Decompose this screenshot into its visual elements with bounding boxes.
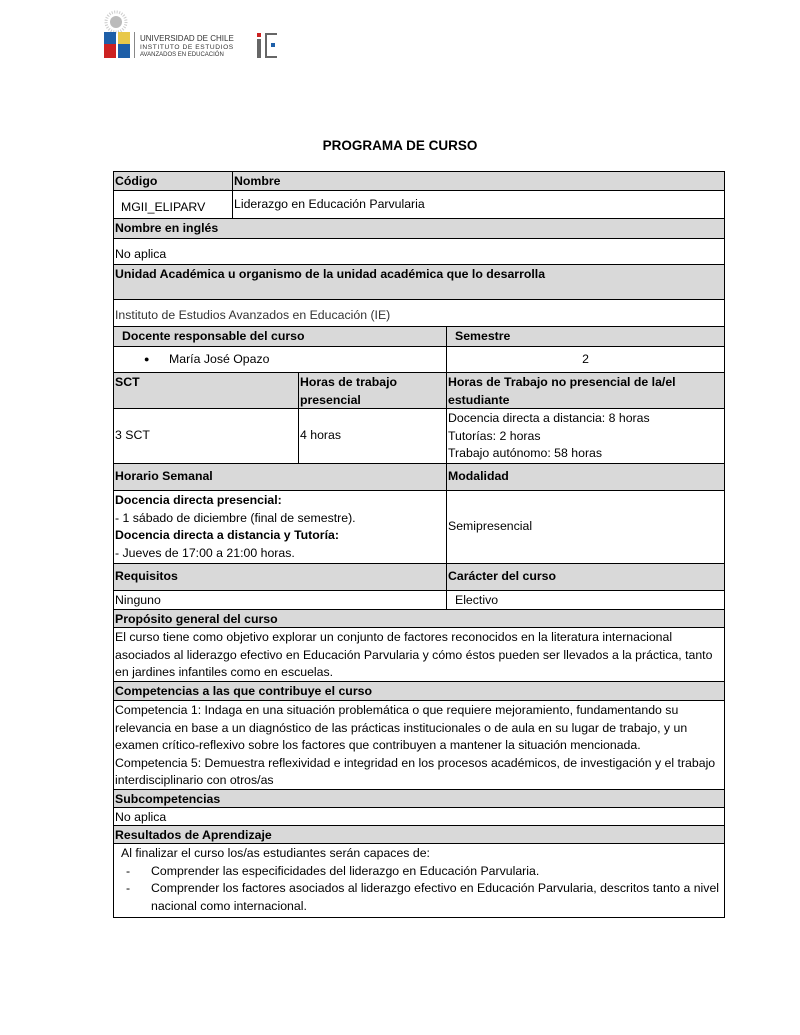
proposito-header <box>113 609 725 627</box>
modalidad-value: Semipresencial <box>446 491 724 563</box>
docente-header-row <box>113 326 725 346</box>
subcompetencias-value: No aplica <box>115 810 167 824</box>
tutorias-hours: Tutorías: 2 horas <box>448 428 541 443</box>
sct-row <box>113 408 725 463</box>
semestre-label: Semestre <box>446 327 724 346</box>
sct-header-row <box>113 372 725 408</box>
requisitos-header-row <box>113 563 725 590</box>
codigo-value: MGII_ELIPARV <box>121 200 206 214</box>
nombre-ingles-label: Nombre en inglés <box>115 221 219 235</box>
svg-text:UNIVERSIDAD DE CHILE: UNIVERSIDAD DE CHILE <box>140 34 234 43</box>
nombre-ingles-header <box>113 218 725 238</box>
nombre-value: Liderazgo en Educación Parvularia <box>232 191 724 218</box>
nombre-ingles-value: No aplica <box>115 247 167 261</box>
caracter-label: Carácter del curso <box>446 564 724 590</box>
list-item <box>121 863 723 881</box>
competencia-5: Competencia 5: Demuestra reflexividad e integridad en los procesos académicos, de investigación y el trabajo interdisciplinario con otros/as <box>115 755 716 787</box>
horas-no-presencial-value <box>446 409 724 463</box>
codigo-header-row <box>113 171 725 191</box>
svg-text:AVANZADOS EN EDUCACIÓN: AVANZADOS EN EDUCACIÓN <box>140 52 224 58</box>
unidad-label: Unidad Académica u organismo de la unidad académica que lo desarrolla <box>115 267 546 281</box>
docente-label: Docente responsable del curso <box>122 329 305 343</box>
page-title: PROGRAMA DE CURSO <box>322 138 478 153</box>
unidad-header <box>113 264 725 299</box>
modalidad-label: Modalidad <box>446 464 724 490</box>
resultados-header <box>113 825 725 843</box>
resultados-list <box>121 863 723 916</box>
competencias-header <box>113 681 725 700</box>
codigo-label: Código <box>115 174 158 188</box>
sun-emblem-icon <box>106 12 126 32</box>
list-item-text: Comprender las especificidades del liderazgo en Educación Parvularia. <box>151 863 540 878</box>
horario-presencial-heading: Docencia directa presencial: <box>115 493 282 507</box>
competencias-row <box>113 700 725 789</box>
horas-presencial-label: Horas de trabajo presencial <box>298 373 446 408</box>
nombre-ingles-row <box>113 238 725 264</box>
list-item-text: Comprender los factores asociados al liderazgo efectivo en Educación Parvularia, descritos tanto a nivel nacional como internacional. <box>151 881 720 913</box>
svg-text:INSTITUTO DE ESTUDIOS: INSTITUTO DE ESTUDIOS <box>140 44 234 51</box>
docente-value <box>114 347 446 372</box>
horario-row <box>113 490 725 563</box>
subcompetencias-label: Subcompetencias <box>115 792 221 806</box>
horario-distancia-heading: Docencia directa a distancia y Tutoría: <box>115 528 339 542</box>
proposito-value: El curso tiene como objetivo explorar un conjunto de factores reconocidos en la literatura internacional asociados al liderazgo efectivo en Educación Parvularia y cómo éstos pueden ser llevados a la práctica, tanto en jardines infantiles como en escuelas. <box>115 630 713 679</box>
docente-row <box>113 346 725 372</box>
requisitos-value: Ninguno <box>115 593 161 607</box>
dash-icon: - <box>126 881 131 895</box>
resultados-value <box>114 844 724 917</box>
horario-presencial-text: - 1 sábado de diciembre (final de semestre). <box>115 510 356 525</box>
sct-value: 3 SCT <box>115 428 150 443</box>
horario-value <box>114 491 446 563</box>
sct-label: SCT <box>115 375 140 389</box>
resultados-intro: Al finalizar el curso los/as estudiantes serán capaces de: <box>121 846 430 860</box>
bullet-icon: ● <box>144 353 150 364</box>
resultados-label: Resultados de Aprendizaje <box>115 828 272 842</box>
subcompetencias-row <box>113 807 725 825</box>
proposito-row <box>113 627 725 681</box>
subcompetencias-header <box>113 789 725 807</box>
nombre-label: Nombre <box>232 172 724 191</box>
docencia-distancia-hours: Docencia directa a distancia: 8 horas <box>448 411 650 425</box>
horas-no-presencial-label: Horas de Trabajo no presencial de la/el estudiante <box>446 373 724 408</box>
university-logo <box>100 10 285 62</box>
requisitos-row <box>113 590 725 609</box>
trabajo-autonomo-hours: Trabajo autónomo: 58 horas <box>448 446 603 460</box>
horario-distancia-text: - Jueves de 17:00 a 21:00 horas. <box>115 545 295 560</box>
competencias-value <box>114 701 724 789</box>
unidad-row <box>113 299 725 326</box>
resultados-row <box>113 843 725 918</box>
list-item <box>121 880 723 915</box>
codigo-value-row <box>113 190 725 218</box>
requisitos-label: Requisitos <box>115 569 178 584</box>
docente-name: María José Opazo <box>169 351 270 366</box>
horario-label: Horario Semanal <box>115 469 213 484</box>
unidad-value: Instituto de Estudios Avanzados en Educación (IE) <box>115 308 391 322</box>
competencias-label: Competencias a las que contribuye el curso <box>115 684 372 698</box>
caracter-value: Electivo <box>446 591 724 609</box>
competencia-1: Competencia 1: Indaga en una situación problemática o que requiere mejoramiento, fundamentando su relevancia en base a un diagnóstico de las prácticas institucionales o de aula en su lugar de trabajo, y un examen crítico-reflexivo sobre los factores que contribuyen a mantener la situación mencionada. <box>115 703 688 752</box>
dash-icon: - <box>126 863 131 878</box>
horario-header-row <box>113 463 725 490</box>
proposito-label: Propósito general del curso <box>115 612 278 626</box>
horas-presencial-value: 4 horas <box>298 409 446 463</box>
semestre-value: 2 <box>446 347 724 372</box>
